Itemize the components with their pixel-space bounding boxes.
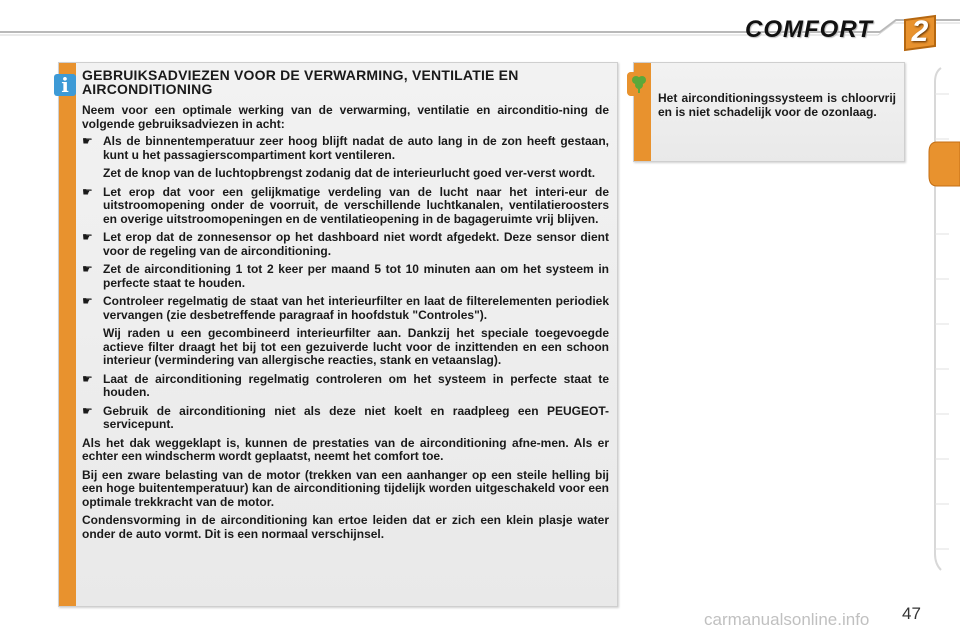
pointing-hand-icon: ☛ [82, 294, 93, 308]
pointing-hand-icon: ☛ [82, 184, 93, 199]
active-tab [929, 142, 960, 186]
list-item: ☛ Zet de airconditioning 1 tot 2 keer per maand 5 tot 10 minuten aan om het systeem in perfecte staat te houden. [82, 262, 609, 290]
chapter-number: 2 [911, 15, 929, 48]
list-item: ☛ Let erop dat voor een gelijkmatige verdeling van de lucht naar het interi-eur de uitstroomopening onder de voorruit, de verschillende luchtkanalen, ventilatieroosters en overige uitstroomopeningen en de ventilatieopening in de bagageruimte vrij blijven. [82, 184, 609, 226]
pointing-hand-icon: ☛ [82, 230, 93, 244]
list-item-subtext: Zet de knop van de luchtopbrengst zodanig dat de interieurlucht goed ver-verst wordt. [103, 166, 596, 180]
list-item: ☛ Let erop dat de zonnesensor op het dashboard niet wordt afgedekt. Deze sensor dient voor de regeling van de airconditioning. [82, 230, 609, 258]
pointing-hand-icon: ☛ [82, 371, 93, 386]
eco-note: Het airconditioningssysteem is chloorvrij en is niet schadelijk voor de ozonlaag. [658, 91, 896, 119]
watermark: carmanualsonline.info [704, 610, 870, 629]
chapter-title: COMFORT [745, 16, 873, 43]
panel-accent-stripe [59, 63, 76, 606]
list-item: ☛ Laat de airconditioning regelmatig controleren om het systeem in perfecte staat te houden. [82, 371, 609, 399]
chapter-tabs[interactable] [927, 64, 960, 574]
paragraph-engine-load: Bij een zware belasting van de motor (trekken van een aanhanger op een steile helling bij een hoge buitentemperatuur) kan de airconditioning tijdelijk worden uitgeschakeld voor een optimale trekkracht van de motor. [82, 467, 609, 509]
paragraph-condensation: Condensvorming in de airconditioning kan ertoe leiden dat er zich een klein plasje water onder de auto vormt. Dit is een normaal verschijnsel. [82, 513, 609, 541]
page-number: 47 [902, 604, 921, 623]
list-item: ☛ Gebruik de airconditioning niet als deze niet koelt en raadpleeg een PEUGEOT-servicepunt. [82, 403, 609, 431]
intro-text: Neem voor een optimale werking van de verwarming, ventilatie en airconditio-ning de volgende gebruiksadviezen in acht: [82, 103, 609, 131]
section-heading: GEBRUIKSADVIEZEN VOOR DE VERWARMING, VENTILATIE EN AIRCONDITIONING [82, 67, 519, 97]
paragraph-roof: Als het dak weggeklapt is, kunnen de prestaties van de airconditioning afne-men. Als er echter een windscherm wordt geplaatst, neemt het comfort toe. [82, 435, 609, 463]
pointing-hand-icon: ☛ [82, 262, 93, 276]
info-icon: i [54, 74, 76, 96]
advice-content [82, 68, 609, 546]
pointing-hand-icon: ☛ [82, 134, 93, 148]
list-item: ☛ Controleer regelmatig de staat van het interieurfilter en laat de filterelementen periodiek vervangen (zie desbetreffende paragraaf in hoofdstuk "Controles"). [82, 294, 609, 322]
clover-eco-icon [627, 72, 651, 96]
list-item: ☛ Als de binnentemperatuur zeer hoog blijft nadat de auto lang in de zon heeft gestaan, kunt u het passagierscompartiment kort ventileren. [82, 134, 609, 162]
list-item-subtext: Wij raden u een gecombineerd interieurfilter aan. Dankzij het speciale toegevoegde actieve filter draagt het bij tot een gezuiverde lucht voor de inzittenden en een schoon interieur (vermindering van allergische reacties, stank en vetaanslag). [103, 326, 609, 367]
pointing-hand-icon: ☛ [82, 403, 93, 418]
